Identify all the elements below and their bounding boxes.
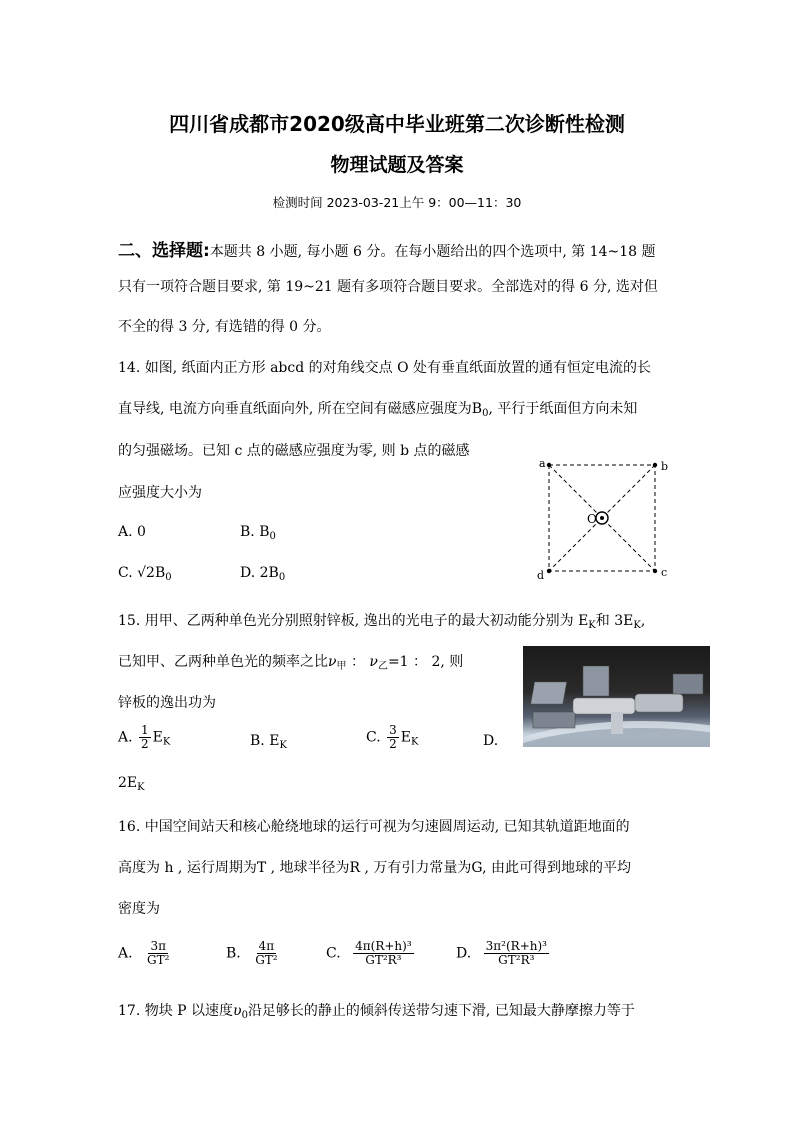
q14-option-c: C. $√2B_0$ xyxy=(118,565,172,583)
page-title: 四川省成都市2020级高中毕业班第二次诊断性检测 xyxy=(169,112,625,136)
q14-line3: 的匀强磁场。已知 c 点的磁感应强度为零, 则 b 点的磁感 xyxy=(118,443,470,459)
q15-line2: 已知甲、乙两种单色光的频率之比$\nu_甲$ ： $\nu_乙=1$ ： 2, 则 xyxy=(118,654,464,672)
space-station-image xyxy=(523,646,710,747)
q15-option-c: C. $\frac{3}{2}$ $E_K$ xyxy=(366,723,419,751)
q15-option-a: A. $\frac{1}{2}$ $E_K$ xyxy=(118,723,171,751)
q16-option-a: A. $\frac{3\pi}{\text{GT²}}$ xyxy=(118,939,170,967)
label-d: d xyxy=(537,569,545,582)
label-b: b xyxy=(661,460,669,473)
q14-line2: 直导线, 电流方向垂直纸面向外, 所在空间有磁感应强度为$B_0$, 平行于纸面但方向未知 xyxy=(118,401,638,419)
point-d xyxy=(547,569,551,573)
q16-option-c: C. $\frac{\text{4π(R+h)³}}{\text{GT²R³}}$ xyxy=(326,939,412,967)
q14-line4: 应强度大小为 xyxy=(118,485,202,501)
q16-line1: 16. 中国空间站天和核心舱绕地球的运行可视为匀速圆周运动, 已知其轨道距地面的 xyxy=(118,819,630,835)
q17-line1: 17. 物块 P 以速度$\upsilon_0$沿足够长的静止的倾斜传送带匀速下滑, 已知最大静摩擦力等于 xyxy=(118,1003,635,1021)
exam-time: 检测时间 2023-03-21上午 9：00—11：30 xyxy=(272,195,522,210)
section-intro-line1: 二、选择题:本题共 8 小题, 每小题 6 分。在每小题给出的四个选项中, 第 14~18 题 xyxy=(118,241,656,261)
q14-option-b: B. $B_0$ xyxy=(240,524,276,542)
q15-option-b: B. $E_K$ xyxy=(250,733,287,751)
square-field-figure xyxy=(535,455,685,585)
q16-line3: 密度为 xyxy=(118,901,160,917)
q16-option-d: D. $\frac{\text{3π²(R+h)³}}{\text{GT²R³}}$ xyxy=(456,939,547,967)
point-b xyxy=(653,463,657,467)
q14-option-a: A. 0 xyxy=(118,524,146,540)
q15-line1: 15. 用甲、乙两种单色光分别照射锌板, 逸出的光电子的最大初动能分别为 $E_K$和 $3E_K$, xyxy=(118,613,646,631)
q14-line1: 14. 如图, 纸面内正方形 abcd 的对角线交点 O 处有垂直纸面放置的通有恒定电流的长 xyxy=(118,360,652,376)
label-a: a xyxy=(539,457,546,470)
q16-option-b: B. $\frac{4\pi}{\text{GT²}}$ xyxy=(226,939,278,967)
q15-line3: 锌板的逸出功为 xyxy=(118,695,216,711)
label-o: O xyxy=(587,512,597,526)
q16-line2: 高度为 h , 运行周期为T , 地球半径为R , 万有引力常量为G, 由此可得到地球的平均 xyxy=(118,860,631,876)
section-intro-line3: 不全的得 3 分, 有选错的得 0 分。 xyxy=(118,319,331,335)
section-heading: 二、选择题: xyxy=(118,241,210,261)
q15-option-d: $2E_K$ xyxy=(118,775,145,793)
q14-option-d: D. $2B_0$ xyxy=(240,565,286,583)
space-station-photo xyxy=(523,646,710,747)
section-intro-line2: 只有一项符合题目要求, 第 19~21 题有多项符合题目要求。全部选对的得 6 分, 选对但 xyxy=(118,279,658,295)
label-c: c xyxy=(661,566,668,579)
q15-option-d-label: D. xyxy=(483,733,499,749)
page-subtitle: 物理试题及答案 xyxy=(330,154,464,176)
point-c xyxy=(653,569,657,573)
point-a xyxy=(547,463,551,467)
